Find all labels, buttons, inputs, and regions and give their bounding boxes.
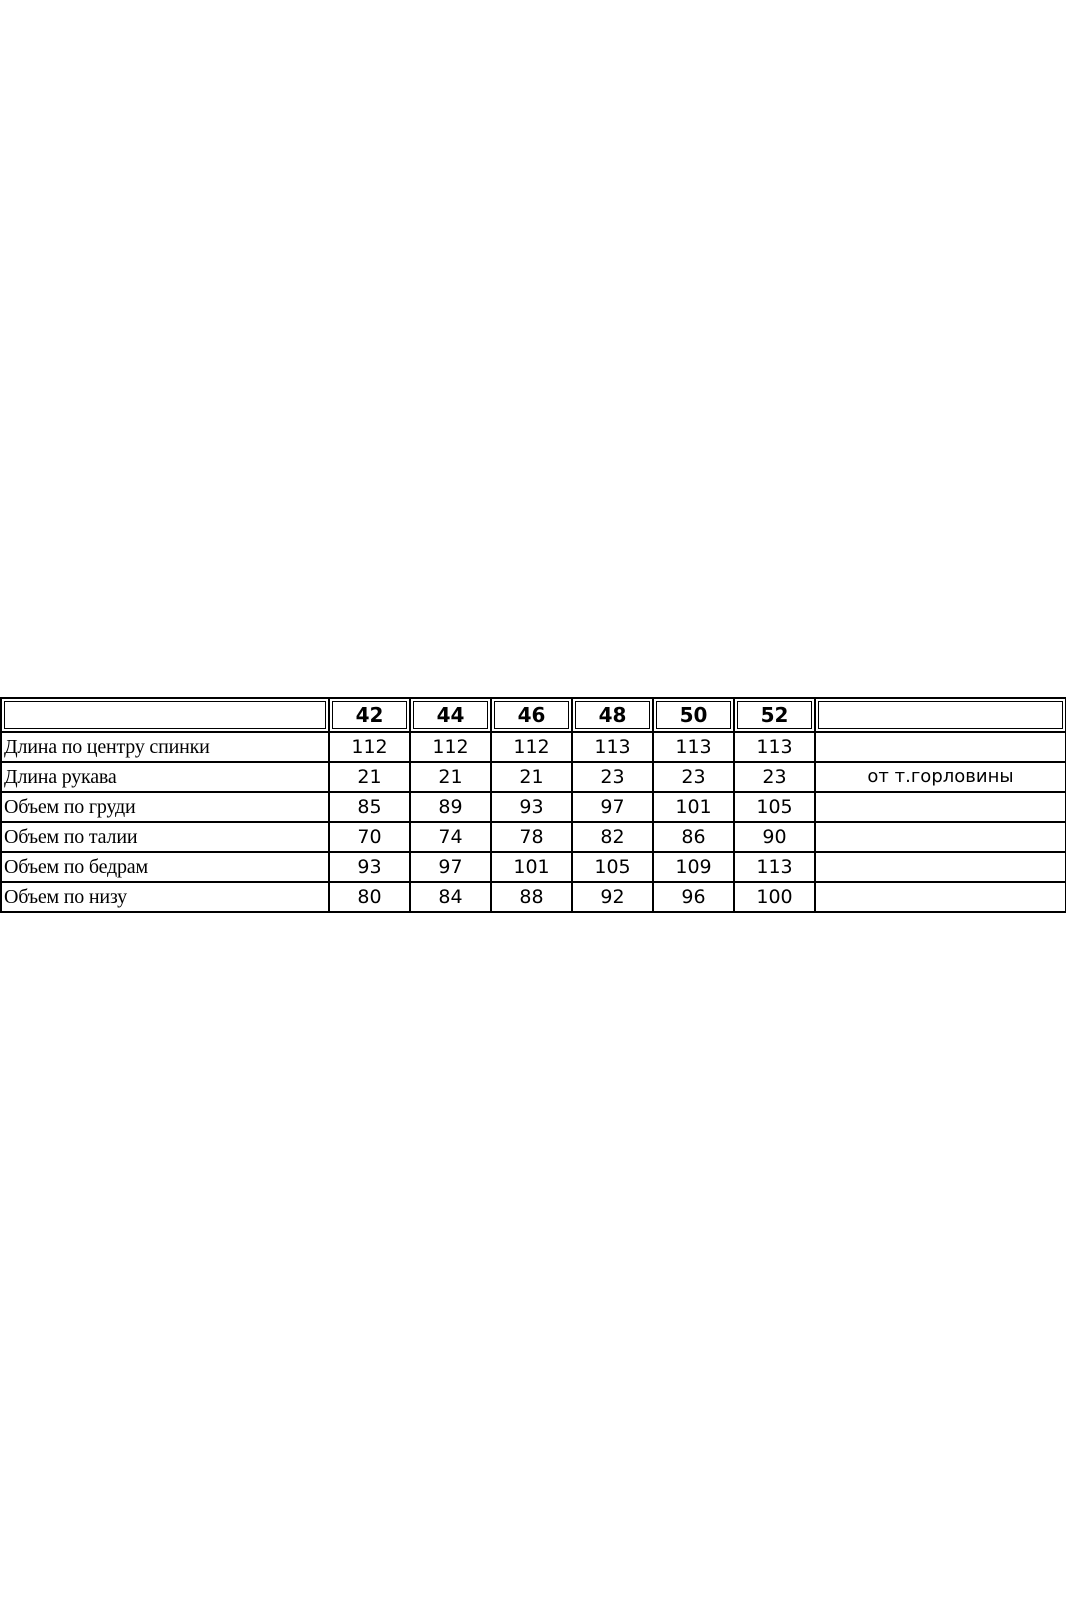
measurement-value: 97 [410,852,491,882]
measurement-value: 105 [572,852,653,882]
measurement-value: 70 [329,822,410,852]
measurement-value: 113 [653,732,734,762]
header-note-cell [815,698,1066,732]
measurement-value: 113 [734,852,815,882]
size-header-cell: 46 [491,698,572,732]
size-chart-table [0,697,1066,913]
table-header-row [1,698,1066,732]
measurement-label: Объем по талии [1,822,329,852]
measurement-value: 23 [734,762,815,792]
measurement-value: 112 [491,732,572,762]
measurement-value: 93 [491,792,572,822]
measurement-label: Длина рукава [1,762,329,792]
measurement-value: 86 [653,822,734,852]
measurement-value: 89 [410,792,491,822]
measurement-value: 21 [491,762,572,792]
measurement-value: 100 [734,882,815,912]
measurement-note [815,792,1066,822]
measurement-note [815,852,1066,882]
measurement-value: 112 [410,732,491,762]
measurement-value: 112 [329,732,410,762]
measurement-value: 85 [329,792,410,822]
size-header-cell: 52 [734,698,815,732]
measurement-value: 113 [734,732,815,762]
measurement-label: Объем по бедрам [1,852,329,882]
measurement-value: 101 [491,852,572,882]
measurement-value: 105 [734,792,815,822]
table-row [1,762,1066,792]
measurement-label: Объем по низу [1,882,329,912]
measurement-value: 93 [329,852,410,882]
measurement-value: 21 [329,762,410,792]
measurement-value: 78 [491,822,572,852]
measurement-value: 23 [572,762,653,792]
header-empty-cell [1,698,329,732]
size-header-cell: 42 [329,698,410,732]
measurement-value: 23 [653,762,734,792]
table-row [1,852,1066,882]
table-row [1,822,1066,852]
table-row [1,732,1066,762]
measurement-label: Длина по центру спинки [1,732,329,762]
size-header-cell: 50 [653,698,734,732]
measurement-value: 84 [410,882,491,912]
measurement-value: 101 [653,792,734,822]
size-header-cell: 48 [572,698,653,732]
size-header-cell: 44 [410,698,491,732]
measurement-value: 97 [572,792,653,822]
measurement-label: Объем по груди [1,792,329,822]
measurement-note: от т.горловины [815,762,1066,792]
measurement-value: 92 [572,882,653,912]
measurement-value: 96 [653,882,734,912]
measurement-value: 80 [329,882,410,912]
measurement-value: 113 [572,732,653,762]
measurement-value: 74 [410,822,491,852]
measurement-note [815,732,1066,762]
measurement-value: 90 [734,822,815,852]
measurement-note [815,822,1066,852]
table-row [1,792,1066,822]
measurement-value: 82 [572,822,653,852]
measurement-note [815,882,1066,912]
measurement-value: 109 [653,852,734,882]
measurement-value: 21 [410,762,491,792]
measurement-value: 88 [491,882,572,912]
table-row [1,882,1066,912]
